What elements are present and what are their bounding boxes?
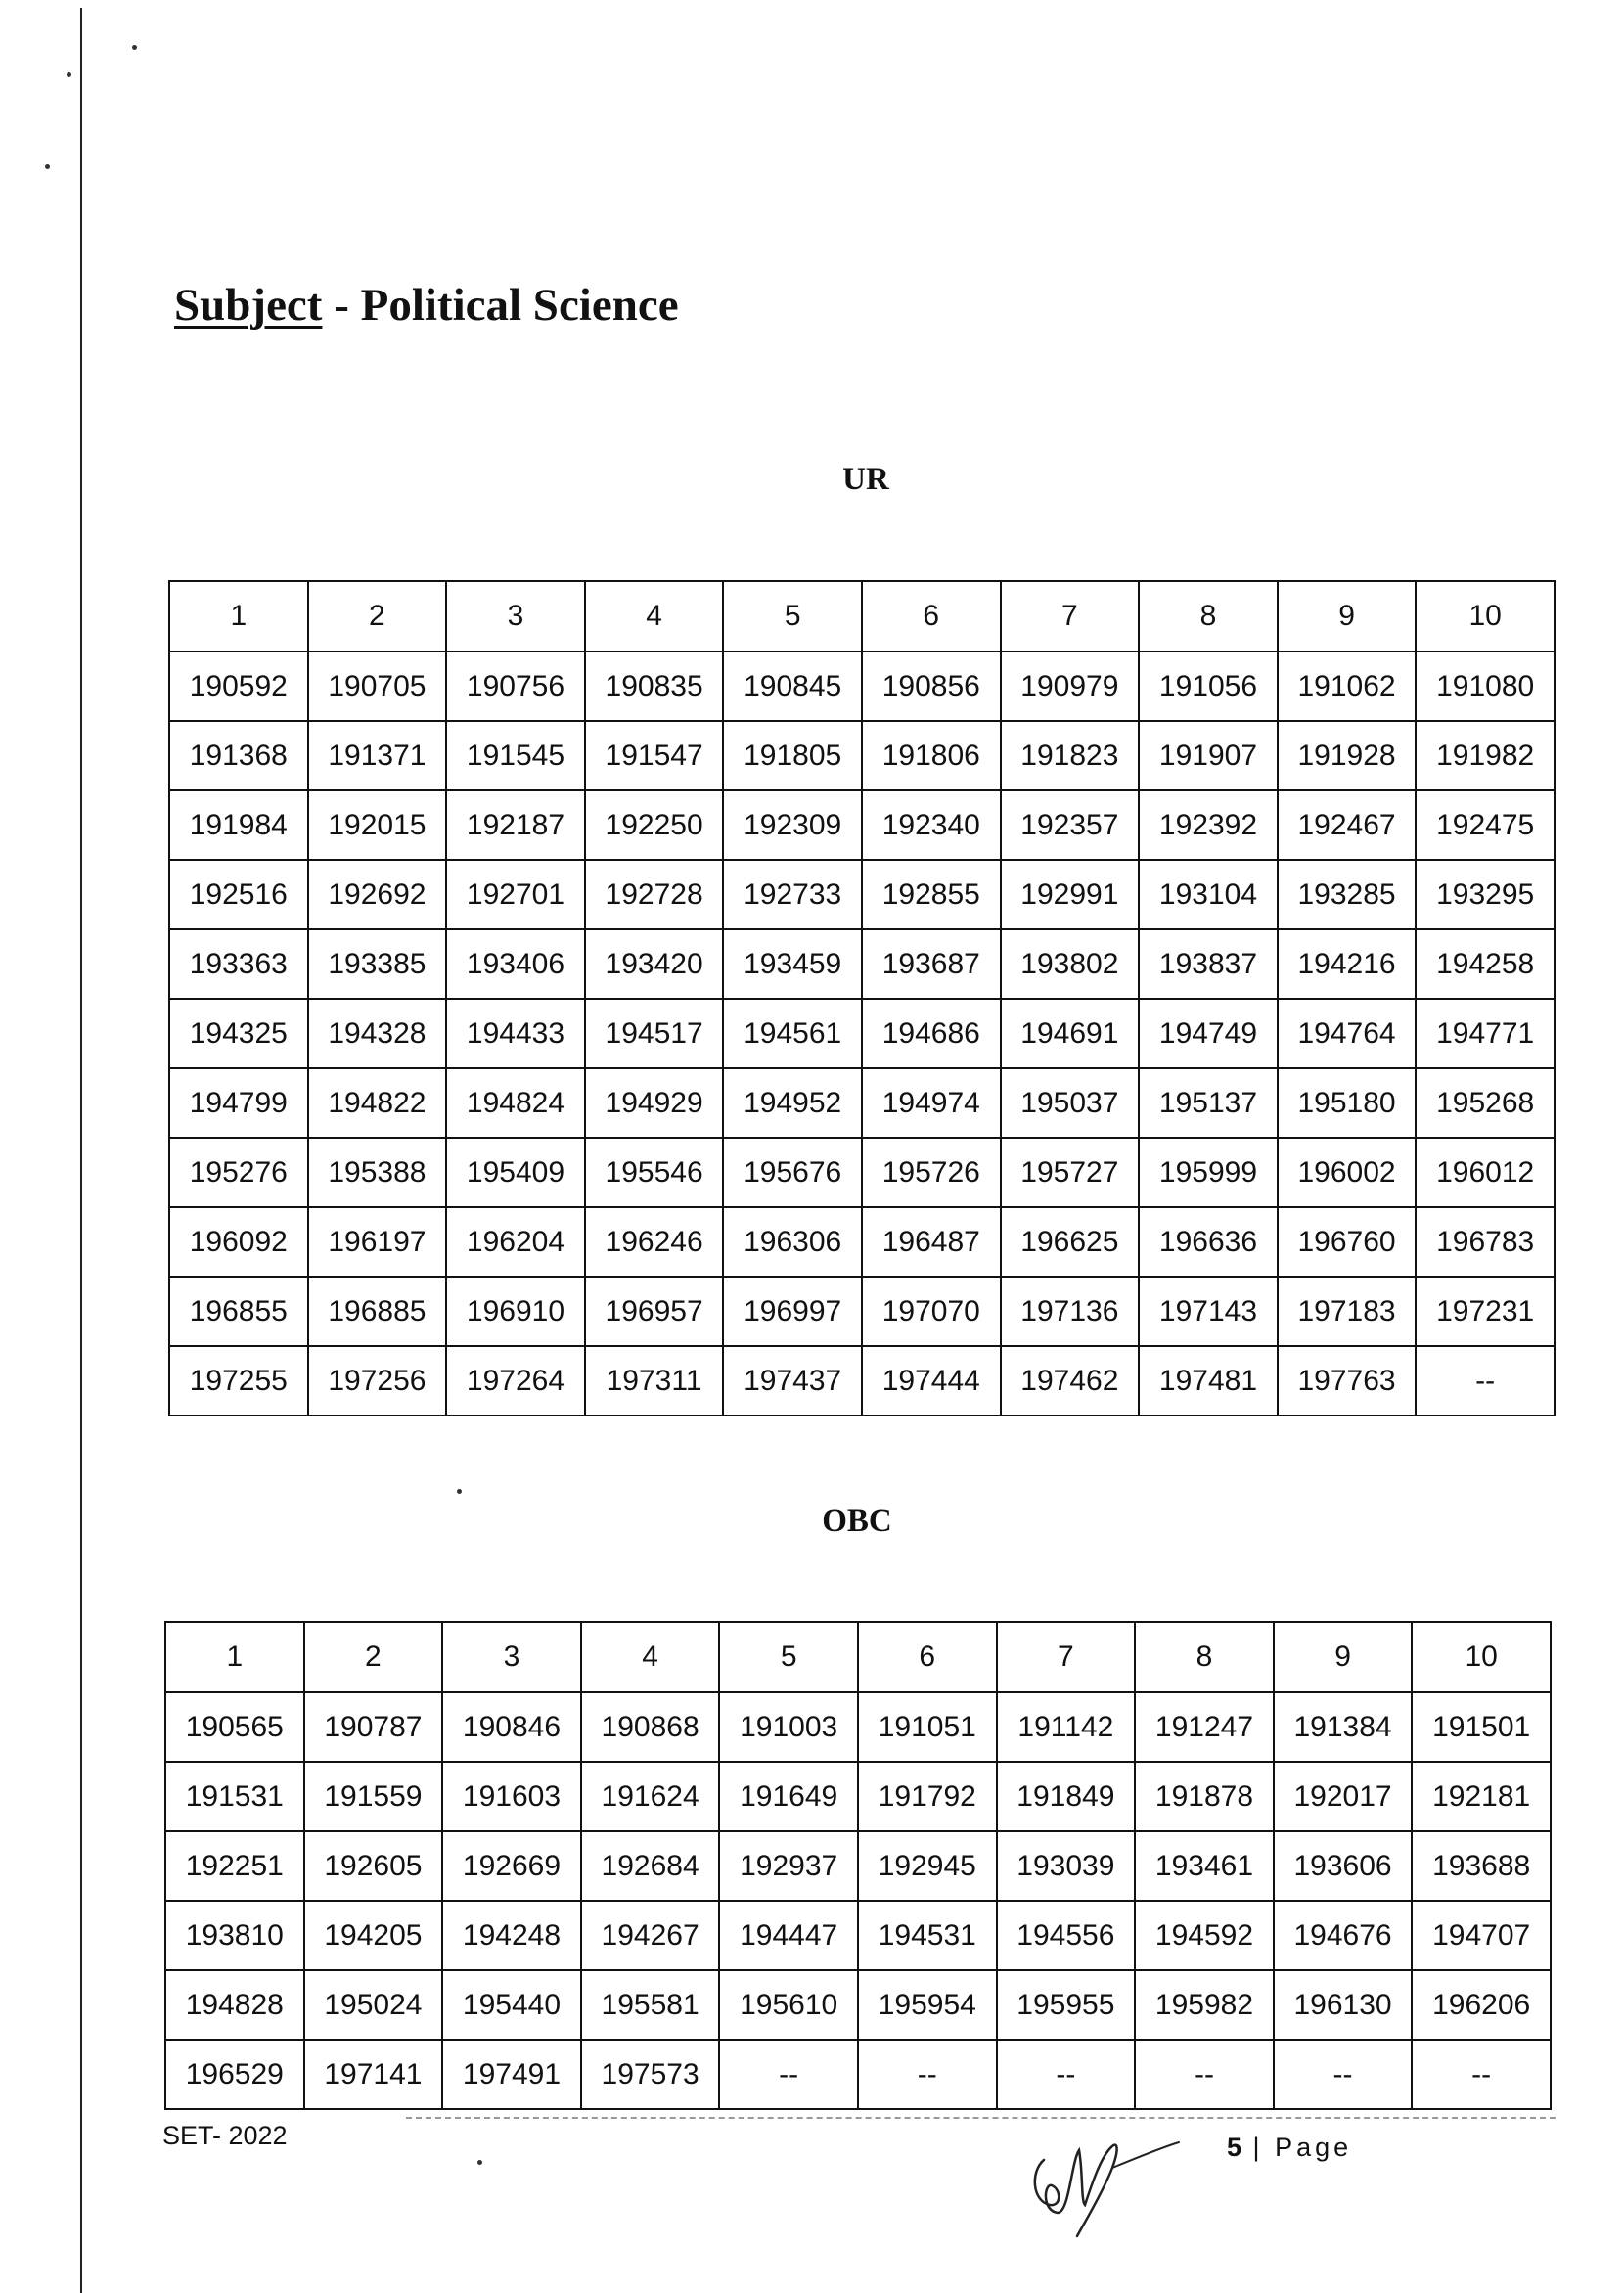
roll-number-cell: 192340 — [862, 790, 1001, 860]
table-row — [169, 1277, 1555, 1346]
roll-number-cell: 190787 — [304, 1692, 443, 1762]
roll-number-cell: -- — [997, 2040, 1136, 2109]
roll-number-cell: 191368 — [169, 721, 308, 790]
roll-number-cell: 191603 — [442, 1762, 581, 1831]
roll-number-cell: 192937 — [719, 1831, 858, 1901]
subject-heading — [174, 279, 679, 332]
obc-roll-table — [164, 1621, 1552, 2110]
roll-number-cell: 192733 — [723, 860, 862, 929]
roll-number-cell: 193810 — [165, 1901, 304, 1970]
roll-number-cell: 191142 — [997, 1692, 1136, 1762]
roll-number-cell: 195024 — [304, 1970, 443, 2040]
left-margin-rule — [80, 8, 82, 2293]
roll-number-cell: 197491 — [442, 2040, 581, 2109]
roll-number-cell: 194952 — [723, 1068, 862, 1138]
roll-number-cell: 192357 — [1001, 790, 1140, 860]
roll-number-cell: 197141 — [304, 2040, 443, 2109]
roll-number-cell: 191247 — [1135, 1692, 1274, 1762]
roll-number-cell: 191928 — [1278, 721, 1417, 790]
roll-number-cell: 193420 — [585, 929, 724, 999]
roll-number-cell: 194248 — [442, 1901, 581, 1970]
roll-number-cell: 194824 — [446, 1068, 585, 1138]
signature-mark — [1022, 2103, 1194, 2240]
column-header: 8 — [1139, 581, 1278, 652]
roll-number-cell: -- — [1416, 1346, 1555, 1416]
roll-number-cell: 197256 — [308, 1346, 447, 1416]
roll-number-cell: 192692 — [308, 860, 447, 929]
roll-number-cell: 190979 — [1001, 652, 1140, 721]
roll-number-cell: 194686 — [862, 999, 1001, 1068]
roll-number-cell: 190756 — [446, 652, 585, 721]
roll-number-cell: 193837 — [1139, 929, 1278, 999]
roll-number-cell: 190592 — [169, 652, 308, 721]
roll-number-cell: 192669 — [442, 1831, 581, 1901]
roll-number-cell: 197444 — [862, 1346, 1001, 1416]
roll-number-cell: 192605 — [304, 1831, 443, 1901]
roll-number-cell: 192017 — [1274, 1762, 1413, 1831]
roll-number-cell: 194556 — [997, 1901, 1136, 1970]
roll-number-cell: 197231 — [1416, 1277, 1555, 1346]
roll-number-cell: 197311 — [585, 1346, 724, 1416]
table-row — [169, 999, 1555, 1068]
footer-divider — [406, 2117, 1556, 2119]
column-header: 5 — [719, 1622, 858, 1692]
roll-number-cell: 191878 — [1135, 1762, 1274, 1831]
column-header: 9 — [1278, 581, 1417, 652]
column-header: 1 — [165, 1622, 304, 1692]
roll-number-cell: 193459 — [723, 929, 862, 999]
column-header: 1 — [169, 581, 308, 652]
roll-number-cell: -- — [1274, 2040, 1413, 2109]
roll-number-cell: 191531 — [165, 1762, 304, 1831]
roll-number-cell: 194561 — [723, 999, 862, 1068]
roll-number-cell: 195982 — [1135, 1970, 1274, 2040]
roll-number-cell: 191384 — [1274, 1692, 1413, 1762]
roll-number-cell: 196487 — [862, 1207, 1001, 1277]
scan-speck — [477, 2160, 482, 2165]
ur-section-title: UR — [842, 462, 889, 497]
roll-number-cell: 196206 — [1412, 1970, 1551, 2040]
scan-speck — [45, 164, 50, 169]
roll-number-cell: 194691 — [1001, 999, 1140, 1068]
roll-number-cell: 193687 — [862, 929, 1001, 999]
roll-number-cell: 193295 — [1416, 860, 1555, 929]
roll-number-cell: 194267 — [581, 1901, 720, 1970]
roll-number-cell: 194929 — [585, 1068, 724, 1138]
roll-number-cell: 193606 — [1274, 1831, 1413, 1901]
roll-number-cell: 191062 — [1278, 652, 1417, 721]
roll-number-cell: 190868 — [581, 1692, 720, 1762]
column-header: 2 — [304, 1622, 443, 1692]
roll-number-cell: 193039 — [997, 1831, 1136, 1901]
roll-number-cell: 195037 — [1001, 1068, 1140, 1138]
roll-number-cell: 193104 — [1139, 860, 1278, 929]
roll-number-cell: 191649 — [719, 1762, 858, 1831]
column-header: 8 — [1135, 1622, 1274, 1692]
roll-number-cell: 192181 — [1412, 1762, 1551, 1831]
scan-speck — [132, 45, 137, 50]
obc-table-body — [165, 1622, 1551, 2109]
table-row — [165, 1692, 1551, 1762]
ur-header-row — [169, 581, 1555, 652]
roll-number-cell: 191545 — [446, 721, 585, 790]
column-header: 5 — [723, 581, 862, 652]
roll-number-cell: 190845 — [723, 652, 862, 721]
roll-number-cell: 194325 — [169, 999, 308, 1068]
table-row — [165, 1762, 1551, 1831]
subject-label: Subject — [174, 280, 323, 331]
column-header: 2 — [308, 581, 447, 652]
roll-number-cell: 194822 — [308, 1068, 447, 1138]
roll-number-cell: 195610 — [719, 1970, 858, 2040]
roll-number-cell: 194433 — [446, 999, 585, 1068]
roll-number-cell: 191907 — [1139, 721, 1278, 790]
roll-number-cell: -- — [858, 2040, 997, 2109]
roll-number-cell: 191624 — [581, 1762, 720, 1831]
roll-number-cell: 197183 — [1278, 1277, 1417, 1346]
roll-number-cell: 191849 — [997, 1762, 1136, 1831]
roll-number-cell: 191056 — [1139, 652, 1278, 721]
column-header: 7 — [997, 1622, 1136, 1692]
roll-number-cell: 197070 — [862, 1277, 1001, 1346]
roll-number-cell: 196783 — [1416, 1207, 1555, 1277]
roll-number-cell: 196636 — [1139, 1207, 1278, 1277]
roll-number-cell: 193363 — [169, 929, 308, 999]
roll-number-cell: 194764 — [1278, 999, 1417, 1068]
roll-number-cell: 193802 — [1001, 929, 1140, 999]
roll-number-cell: 194828 — [165, 1970, 304, 2040]
roll-number-cell: 192392 — [1139, 790, 1278, 860]
roll-number-cell: 195409 — [446, 1138, 585, 1207]
roll-number-cell: 194749 — [1139, 999, 1278, 1068]
roll-number-cell: -- — [1135, 2040, 1274, 2109]
roll-number-cell: -- — [1412, 2040, 1551, 2109]
roll-number-cell: 196855 — [169, 1277, 308, 1346]
roll-number-cell: 191984 — [169, 790, 308, 860]
roll-number-cell: 194799 — [169, 1068, 308, 1138]
roll-number-cell: 190705 — [308, 652, 447, 721]
roll-number-cell: 194205 — [304, 1901, 443, 1970]
roll-number-cell: 195581 — [581, 1970, 720, 2040]
roll-number-cell: 193285 — [1278, 860, 1417, 929]
roll-number-cell: 196130 — [1274, 1970, 1413, 2040]
page-label: Page — [1275, 2133, 1353, 2162]
roll-number-cell: 194531 — [858, 1901, 997, 1970]
roll-number-cell: 191547 — [585, 721, 724, 790]
roll-number-cell: 197143 — [1139, 1277, 1278, 1346]
table-row — [169, 1138, 1555, 1207]
table-row — [169, 721, 1555, 790]
roll-number-cell: 194517 — [585, 999, 724, 1068]
roll-number-cell: 196246 — [585, 1207, 724, 1277]
roll-number-cell: 197264 — [446, 1346, 585, 1416]
roll-number-cell: 194771 — [1416, 999, 1555, 1068]
roll-number-cell: 191559 — [304, 1762, 443, 1831]
roll-number-cell: 193461 — [1135, 1831, 1274, 1901]
roll-number-cell: 196002 — [1278, 1138, 1417, 1207]
roll-number-cell: 195440 — [442, 1970, 581, 2040]
roll-number-cell: 191823 — [1001, 721, 1140, 790]
roll-number-cell: 197481 — [1139, 1346, 1278, 1416]
roll-number-cell: 196012 — [1416, 1138, 1555, 1207]
roll-number-cell: 191371 — [308, 721, 447, 790]
column-header: 6 — [862, 581, 1001, 652]
roll-number-cell: 197136 — [1001, 1277, 1140, 1346]
roll-number-cell: 196997 — [723, 1277, 862, 1346]
roll-number-cell: 190846 — [442, 1692, 581, 1762]
table-row — [169, 790, 1555, 860]
roll-number-cell: 194676 — [1274, 1901, 1413, 1970]
roll-number-cell: 192701 — [446, 860, 585, 929]
roll-number-cell: 196910 — [446, 1277, 585, 1346]
roll-number-cell: 196885 — [308, 1277, 447, 1346]
roll-number-cell: 195546 — [585, 1138, 724, 1207]
roll-number-cell: 195954 — [858, 1970, 997, 2040]
roll-number-cell: 190856 — [862, 652, 1001, 721]
roll-number-cell: 196197 — [308, 1207, 447, 1277]
roll-number-cell: 191051 — [858, 1692, 997, 1762]
roll-number-cell: 193406 — [446, 929, 585, 999]
roll-number-cell: 192945 — [858, 1831, 997, 1901]
roll-number-cell: 196625 — [1001, 1207, 1140, 1277]
roll-number-cell: 191080 — [1416, 652, 1555, 721]
roll-number-cell: 194216 — [1278, 929, 1417, 999]
exam-label: SET- 2022 — [162, 2121, 288, 2150]
column-header: 3 — [442, 1622, 581, 1692]
roll-number-cell: 192467 — [1278, 790, 1417, 860]
roll-number-cell: 192475 — [1416, 790, 1555, 860]
table-row — [169, 652, 1555, 721]
roll-number-cell: 195955 — [997, 1970, 1136, 2040]
roll-number-cell: 197763 — [1278, 1346, 1417, 1416]
roll-number-cell: 194707 — [1412, 1901, 1551, 1970]
roll-number-cell: 192309 — [723, 790, 862, 860]
obc-header-row — [165, 1622, 1551, 1692]
roll-number-cell: 193688 — [1412, 1831, 1551, 1901]
roll-number-cell: 197573 — [581, 2040, 720, 2109]
roll-number-cell: 191003 — [719, 1692, 858, 1762]
roll-number-cell: 196957 — [585, 1277, 724, 1346]
table-row — [169, 929, 1555, 999]
roll-number-cell: 191805 — [723, 721, 862, 790]
roll-number-cell: 196760 — [1278, 1207, 1417, 1277]
roll-number-cell: 197437 — [723, 1346, 862, 1416]
roll-number-cell: 196306 — [723, 1207, 862, 1277]
column-header: 10 — [1416, 581, 1555, 652]
roll-number-cell: 195726 — [862, 1138, 1001, 1207]
roll-number-cell: 194328 — [308, 999, 447, 1068]
column-header: 3 — [446, 581, 585, 652]
roll-number-cell: 191501 — [1412, 1692, 1551, 1762]
roll-number-cell: 192250 — [585, 790, 724, 860]
roll-number-cell: 195180 — [1278, 1068, 1417, 1138]
roll-number-cell: 195727 — [1001, 1138, 1140, 1207]
roll-number-cell: 192855 — [862, 860, 1001, 929]
table-row — [165, 1901, 1551, 1970]
roll-number-cell: 191806 — [862, 721, 1001, 790]
table-row — [169, 860, 1555, 929]
column-header: 9 — [1274, 1622, 1413, 1692]
table-row — [165, 1970, 1551, 2040]
roll-number-cell: 192728 — [585, 860, 724, 929]
roll-number-cell: 195268 — [1416, 1068, 1555, 1138]
ur-table-body — [169, 581, 1555, 1416]
roll-number-cell: -- — [719, 2040, 858, 2109]
roll-number-cell: 195676 — [723, 1138, 862, 1207]
roll-number-cell: 194447 — [719, 1901, 858, 1970]
table-row — [165, 1831, 1551, 1901]
roll-number-cell: 195999 — [1139, 1138, 1278, 1207]
page-number: 5 | Page — [1227, 2133, 1353, 2162]
roll-number-cell: 196092 — [169, 1207, 308, 1277]
roll-number-cell: 190565 — [165, 1692, 304, 1762]
roll-number-cell: 197255 — [169, 1346, 308, 1416]
roll-number-cell: 192187 — [446, 790, 585, 860]
roll-number-cell: 194974 — [862, 1068, 1001, 1138]
table-row — [165, 2040, 1551, 2109]
obc-section-title: OBC — [822, 1504, 892, 1539]
roll-number-cell: 193385 — [308, 929, 447, 999]
roll-number-cell: 195276 — [169, 1138, 308, 1207]
table-row — [169, 1346, 1555, 1416]
subject-name: - Political Science — [322, 280, 679, 331]
roll-number-cell: 194258 — [1416, 929, 1555, 999]
column-header: 4 — [585, 581, 724, 652]
roll-number-cell: 196204 — [446, 1207, 585, 1277]
column-header: 6 — [858, 1622, 997, 1692]
roll-number-cell: 192991 — [1001, 860, 1140, 929]
roll-number-cell: 195388 — [308, 1138, 447, 1207]
page-number-value: 5 — [1227, 2133, 1242, 2162]
roll-number-cell: 191792 — [858, 1762, 997, 1831]
ur-roll-table — [168, 580, 1556, 1416]
roll-number-cell: 196529 — [165, 2040, 304, 2109]
roll-number-cell: 192516 — [169, 860, 308, 929]
roll-number-cell: 192684 — [581, 1831, 720, 1901]
roll-number-cell: 197462 — [1001, 1346, 1140, 1416]
column-header: 4 — [581, 1622, 720, 1692]
roll-number-cell: 191982 — [1416, 721, 1555, 790]
roll-number-cell: 192251 — [165, 1831, 304, 1901]
scan-speck — [67, 72, 71, 77]
roll-number-cell: 190835 — [585, 652, 724, 721]
table-row — [169, 1068, 1555, 1138]
roll-number-cell: 195137 — [1139, 1068, 1278, 1138]
table-row — [169, 1207, 1555, 1277]
scan-speck — [457, 1489, 462, 1494]
roll-number-cell: 192015 — [308, 790, 447, 860]
column-header: 10 — [1412, 1622, 1551, 1692]
column-header: 7 — [1001, 581, 1140, 652]
roll-number-cell: 194592 — [1135, 1901, 1274, 1970]
